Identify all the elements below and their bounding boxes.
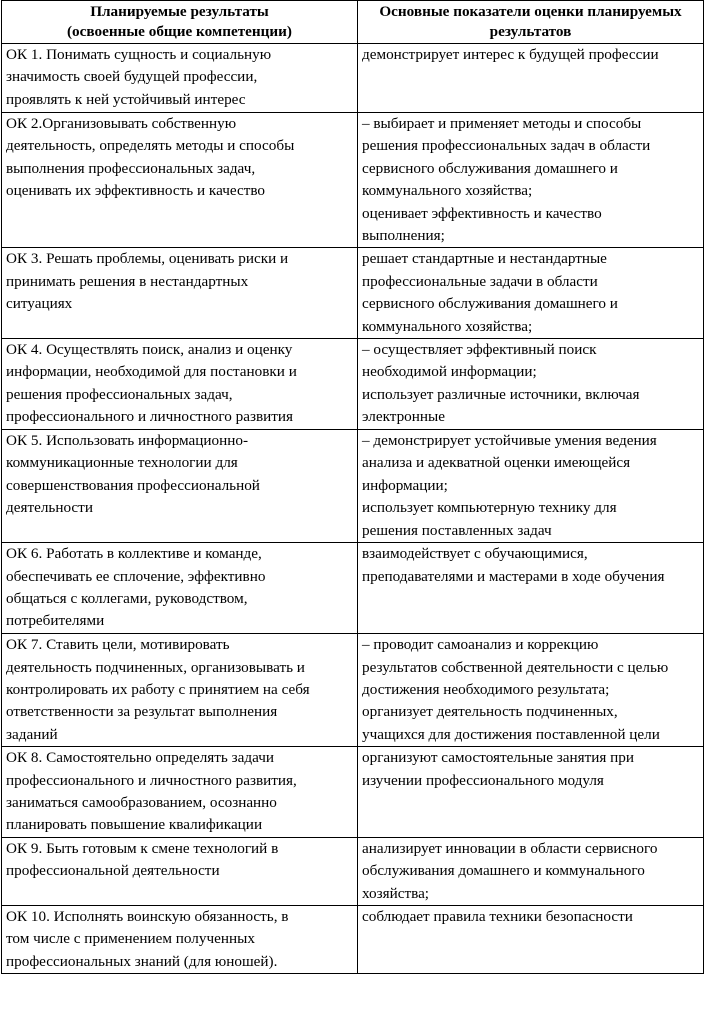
competence-cell bbox=[2, 113, 358, 248]
table-row bbox=[2, 837, 704, 905]
indicator-line: учащихся для достижения поставленной цели bbox=[362, 725, 660, 743]
indicator-line: необходимой информации; bbox=[362, 363, 537, 381]
competence-line: совершенствования профессиональной bbox=[6, 476, 260, 494]
table-row bbox=[2, 113, 704, 248]
indicator-line: профессиональные задачи в области bbox=[362, 272, 598, 290]
competence-line: ОК 2.Организовывать собственную bbox=[6, 115, 237, 132]
indicator-line: соблюдает правила техники безопасности bbox=[362, 907, 633, 925]
header-line: Основные показатели оценки планируемых bbox=[379, 3, 682, 20]
indicator-line: достижения необходимого результата; bbox=[362, 680, 610, 698]
competence-line: деятельность подчиненных, организовывать и bbox=[6, 658, 305, 676]
indicator-cell bbox=[358, 747, 704, 838]
table-row bbox=[2, 339, 704, 430]
competence-line: ОК 4. Осуществлять поиск, анализ и оценку bbox=[6, 341, 293, 359]
competence-line: профессиональных знаний (для юношей). bbox=[6, 952, 278, 970]
indicator-cell bbox=[358, 543, 704, 634]
indicator-line: – выбирает и применяет методы и способы bbox=[362, 115, 642, 132]
competence-line: ОК 5. Использовать информационно- bbox=[6, 432, 249, 450]
competence-line: ответственности за результат выполнения bbox=[6, 703, 278, 721]
competence-line: проявлять к ней устойчивый интерес bbox=[6, 90, 246, 108]
indicator-line: демонстрирует интерес к будущей профессии bbox=[362, 46, 659, 63]
table-row bbox=[2, 905, 704, 973]
indicator-line: – демонстрирует устойчивые умения ведения bbox=[362, 432, 657, 450]
table-row bbox=[2, 248, 704, 339]
competence-line: ОК 7. Ставить цели, мотивировать bbox=[6, 636, 230, 654]
competence-cell bbox=[2, 905, 358, 973]
competence-line: выполнения профессиональных задач, bbox=[6, 159, 256, 177]
indicator-line: взаимодействует с обучающимися, bbox=[362, 545, 588, 563]
indicator-line: электронные bbox=[362, 408, 445, 426]
indicator-line: хозяйства; bbox=[362, 884, 430, 902]
indicator-cell bbox=[358, 248, 704, 339]
competence-line: профессионального и личностного развития bbox=[6, 408, 294, 426]
competence-line: ситуациях bbox=[6, 295, 73, 313]
header-line: результатов bbox=[489, 23, 572, 40]
header-planned-results bbox=[2, 1, 358, 44]
competence-cell bbox=[2, 543, 358, 634]
competence-line: заниматься самообразованием, осознанно bbox=[6, 793, 277, 811]
results-table bbox=[1, 0, 704, 974]
indicator-line: выполнения; bbox=[362, 227, 445, 245]
table-body bbox=[2, 44, 704, 974]
competence-cell bbox=[2, 248, 358, 339]
competence-cell bbox=[2, 837, 358, 905]
competence-line: профессиональной деятельности bbox=[6, 862, 220, 880]
indicator-line: – проводит самоанализ и коррекцию bbox=[362, 636, 599, 654]
table-row bbox=[2, 747, 704, 838]
indicator-cell bbox=[358, 339, 704, 430]
indicator-line: – осуществляет эффективный поиск bbox=[362, 341, 597, 359]
competence-line: ОК 8. Самостоятельно определять задачи bbox=[6, 749, 275, 767]
indicator-line: преподавателями и мастерами в ходе обучения bbox=[362, 567, 665, 585]
competence-line: значимость своей будущей профессии, bbox=[6, 68, 258, 86]
competence-line: заданий bbox=[6, 725, 58, 743]
competence-line: том числе с применением полученных bbox=[6, 930, 255, 948]
competence-line: ОК 9. Быть готовым к смене технологий в bbox=[6, 839, 279, 857]
competence-line: общаться с коллегами, руководством, bbox=[6, 589, 248, 607]
competence-line: оценивать их эффективность и качество bbox=[6, 182, 265, 200]
table-row bbox=[2, 430, 704, 543]
header-line: Планируемые результаты bbox=[90, 3, 269, 20]
competence-line: коммуникационные технологии для bbox=[6, 454, 238, 472]
indicator-line: организуют самостоятельные занятия при bbox=[362, 749, 634, 767]
competence-line: ОК 10. Исполнять воинскую обязанность, в bbox=[6, 907, 289, 925]
competence-line: профессионального и личностного развития, bbox=[6, 771, 297, 789]
table-row bbox=[2, 44, 704, 113]
indicator-line: информации; bbox=[362, 476, 448, 494]
indicator-line: организует деятельность подчиненных, bbox=[362, 703, 618, 721]
competence-line: деятельности bbox=[6, 499, 93, 517]
indicator-line: анализирует инновации в области сервисного bbox=[362, 839, 658, 857]
table-row bbox=[2, 634, 704, 747]
table-header-row bbox=[2, 1, 704, 44]
table-row bbox=[2, 543, 704, 634]
indicator-line: анализа и адекватной оценки имеющейся bbox=[362, 454, 631, 472]
indicator-line: обслуживания домашнего и коммунального bbox=[362, 862, 645, 880]
indicator-line: оценивает эффективность и качество bbox=[362, 204, 602, 222]
competence-line: потребителями bbox=[6, 612, 105, 630]
indicator-line: решает стандартные и нестандартные bbox=[362, 250, 607, 268]
indicator-line: сервисного обслуживания домашнего и bbox=[362, 159, 618, 177]
indicator-cell bbox=[358, 905, 704, 973]
indicator-cell bbox=[358, 430, 704, 543]
competence-line: решения профессиональных задач, bbox=[6, 385, 233, 403]
competence-line: ОК 6. Работать в коллективе и команде, bbox=[6, 545, 262, 563]
competence-line: ОК 1. Понимать сущность и социальную bbox=[6, 46, 272, 63]
competence-cell bbox=[2, 747, 358, 838]
competence-cell bbox=[2, 430, 358, 543]
indicator-line: результатов собственной деятельности с целью bbox=[362, 658, 669, 676]
competence-cell bbox=[2, 339, 358, 430]
indicator-cell bbox=[358, 113, 704, 248]
indicator-line: сервисного обслуживания домашнего и bbox=[362, 295, 618, 313]
indicator-line: изучении профессионального модуля bbox=[362, 771, 604, 789]
competence-cell bbox=[2, 634, 358, 747]
competence-cell bbox=[2, 44, 358, 113]
indicator-cell bbox=[358, 44, 704, 113]
competence-line: обеспечивать ее сплочение, эффективно bbox=[6, 567, 266, 585]
competence-line: принимать решения в нестандартных bbox=[6, 272, 249, 290]
indicator-line: решения профессиональных задач в области bbox=[362, 137, 651, 155]
indicator-line: решения поставленных задач bbox=[362, 521, 552, 539]
indicator-line: использует различные источники, включая bbox=[362, 385, 640, 403]
competence-line: информации, необходимой для постановки и bbox=[6, 363, 297, 381]
header-line: (освоенные общие компетенции) bbox=[67, 23, 292, 40]
indicator-line: коммунального хозяйства; bbox=[362, 182, 533, 200]
competence-line: ОК 3. Решать проблемы, оценивать риски и bbox=[6, 250, 289, 268]
indicator-cell bbox=[358, 634, 704, 747]
indicator-line: коммунального хозяйства; bbox=[362, 317, 533, 335]
competence-line: контролировать их работу с принятием на себя bbox=[6, 680, 310, 698]
indicator-line: использует компьютерную технику для bbox=[362, 499, 617, 517]
competence-line: планировать повышение квалификации bbox=[6, 816, 263, 834]
competence-line: деятельность, определять методы и способы bbox=[6, 137, 295, 155]
header-assessment-indicators bbox=[358, 1, 704, 44]
indicator-cell bbox=[358, 837, 704, 905]
